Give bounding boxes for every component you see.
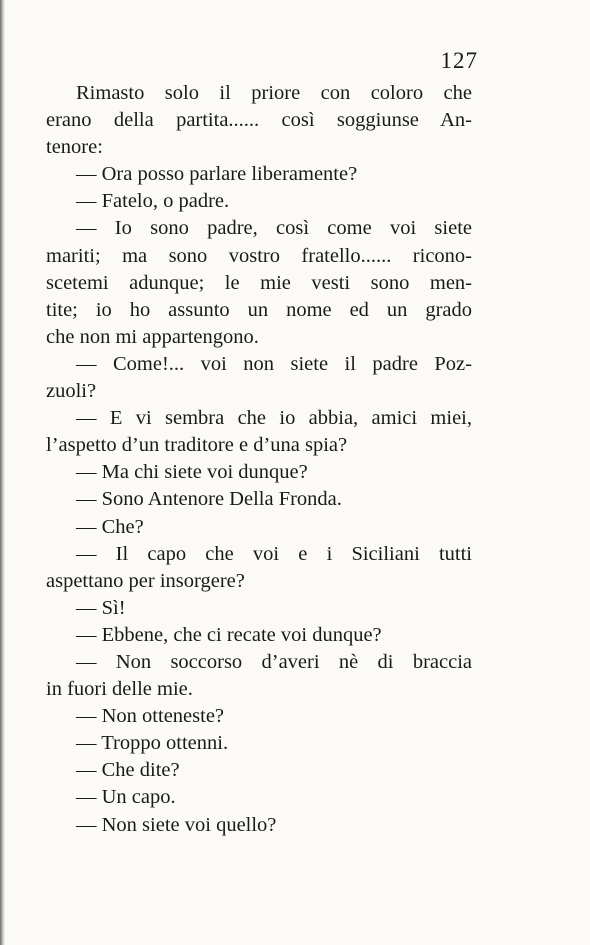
text-line: tite; io ho assunto un nome ed un grado — [46, 298, 472, 321]
text-line: aspettano per insorgere? — [46, 569, 245, 592]
text-line: — Un capo. — [76, 786, 176, 809]
text-line: in fuori delle mie. — [46, 678, 193, 701]
text-line: erano della partita...... così soggiunse An- — [46, 109, 472, 132]
text-line: — Non siete voi quello? — [76, 813, 277, 836]
text-line: — Che dite? — [76, 759, 180, 782]
text-line: che non mi appartengono. — [46, 325, 259, 348]
text-line: — Che? — [76, 515, 144, 538]
page-number: 127 — [440, 48, 478, 73]
text-line: l’aspetto d’un traditore e d’una spia? — [46, 434, 348, 457]
page-binding-edge — [0, 0, 5, 945]
text-line: — Non otteneste? — [76, 705, 225, 728]
text-line: — Troppo ottenni. — [76, 732, 229, 755]
text-line: — Ebbene, che ci recate voi dunque? — [76, 623, 382, 646]
text-line: — Io sono padre, così come voi siete — [76, 217, 472, 240]
text-line: zuoli? — [46, 380, 97, 403]
text-line: — Ma chi siete voi dunque? — [76, 461, 308, 484]
text-line: scetemi adunque; le mie vesti sono men- — [46, 271, 472, 294]
text-line: — Ora posso parlare liberamente? — [76, 163, 358, 186]
text-line: tenore: — [46, 136, 103, 159]
text-line: — Sì! — [76, 596, 126, 619]
text-line: — Il capo che voi e i Siciliani tutti — [76, 542, 472, 565]
text-line: — Fatelo, o padre. — [76, 190, 230, 213]
text-line: — Come!... voi non siete il padre Poz- — [76, 352, 472, 375]
body-text — [46, 80, 472, 839]
text-line: mariti; ma sono vostro fratello...... ricono- — [46, 244, 472, 267]
text-line: — Sono Antenore Della Fronda. — [76, 488, 342, 511]
text-line: Rimasto solo il priore con coloro che — [76, 82, 472, 104]
text-line: — Non soccorso d’averi nè di braccia — [76, 650, 472, 673]
text-line: — E vi sembra che io abbia, amici miei, — [76, 407, 472, 430]
